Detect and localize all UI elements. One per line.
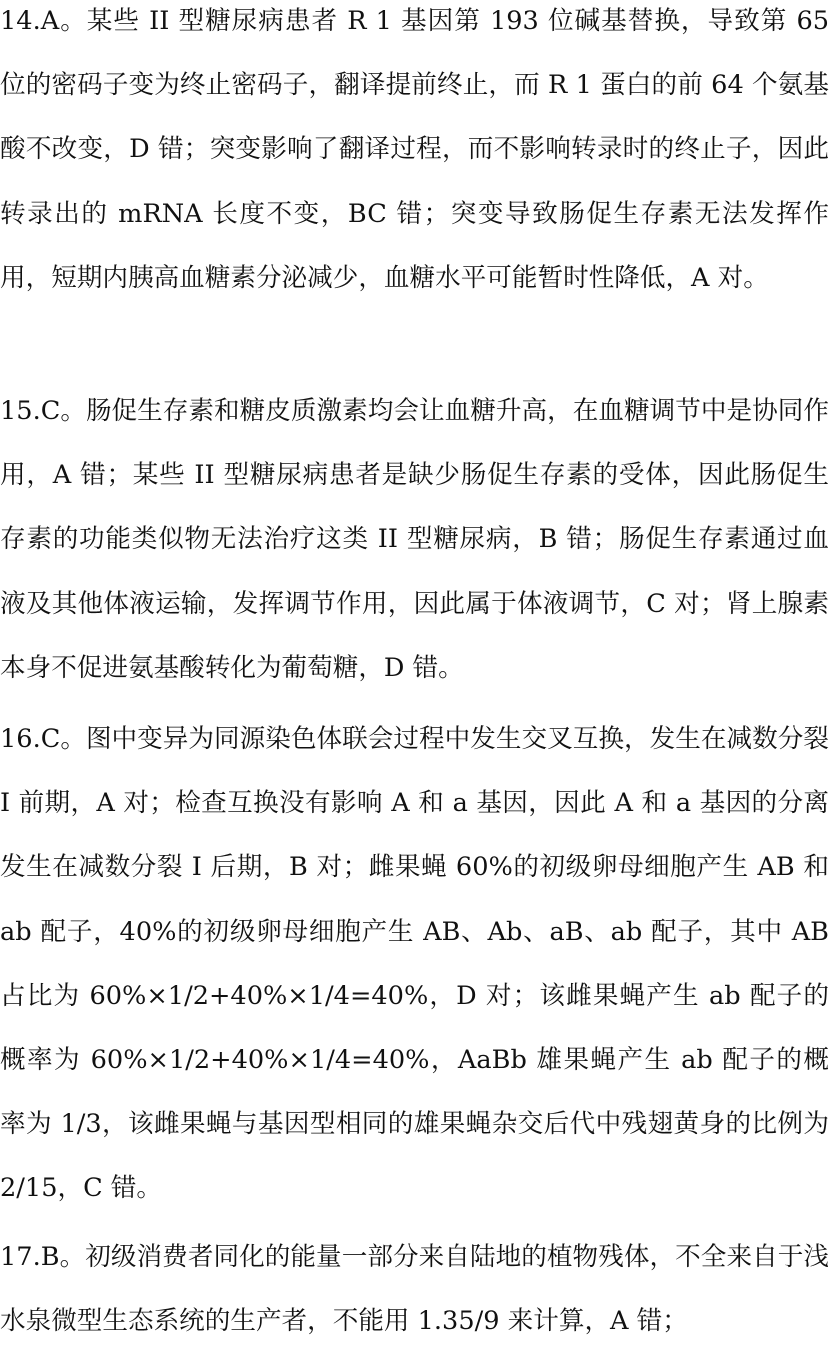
answer-paragraph-15 <box>0 379 829 700</box>
answer-number-15: 15.C。 <box>0 396 86 426</box>
answer-number-16: 16.C。 <box>0 724 86 754</box>
answer-text-14: 某些 II 型糖尿病患者 R 1 基因第 193 位碱基替换，导致第 65 位的密码子变为终止密码子，翻译提前终止，而 R 1 蛋白的前 64 个氨基酸不改变，D 错；突变影响了翻译过程，而不影响转录时的终止子，因此转录出的 mRNA 长度不变，BC 错；突变导致肠促生存素无法发挥作用，短期内胰高血糖素分泌减少，血糖水平可能暂时性降低，A 对。 <box>0 6 830 293</box>
answer-text-15: 肠促生存素和糖皮质激素均会让血糖升高，在血糖调节中是协同作用，A 错；某些 II 型糖尿病患者是缺少肠促生存素的受体，因此肠促生存素的功能类似物无法治疗这类 II 型糖尿病，B 错；肠促生存素通过血液及其他体液运输，发挥调节作用，因此属于体液调节，C 对；肾上腺素本身不促进氨基酸转化为葡萄糖，D 错。 <box>0 396 829 683</box>
answer-paragraph-17 <box>0 1225 829 1353</box>
answer-text-16: 图中变异为同源染色体联会过程中发生交叉互换，发生在减数分裂 I 前期，A 对；检查互换没有影响 A 和 a 基因，因此 A 和 a 基因的分离发生在减数分裂 I 后期，B 对；雌果蝇 60%的初级卵母细胞产生 AB 和 ab 配子，40%的初级卵母细胞产生 AB、Ab、aB、ab 配子，其中 AB 占比为 60%×1/2+40%×1/4=40%，D 对；该雌果蝇产生 ab 配子的概率为 60%×1/2+40%×1/4=40%，AaBb 雄果蝇产生 ab 配子的概率为 1/3，该雌果蝇与基因型相同的雄果蝇杂交后代中残翅黄身的比例为 2/15，C 错。 <box>0 724 829 1204</box>
answer-paragraph-14 <box>0 0 829 310</box>
answer-paragraph-16 <box>0 707 829 1221</box>
answer-text-17: 初级消费者同化的能量一部分来自陆地的植物残体，不全来自于浅水泉微型生态系统的生产者，不能用 1.35/9 来计算，A 错； <box>0 1242 829 1337</box>
answer-number-14: 14.A。 <box>0 6 87 36</box>
answer-number-17: 17.B。 <box>0 1242 86 1272</box>
